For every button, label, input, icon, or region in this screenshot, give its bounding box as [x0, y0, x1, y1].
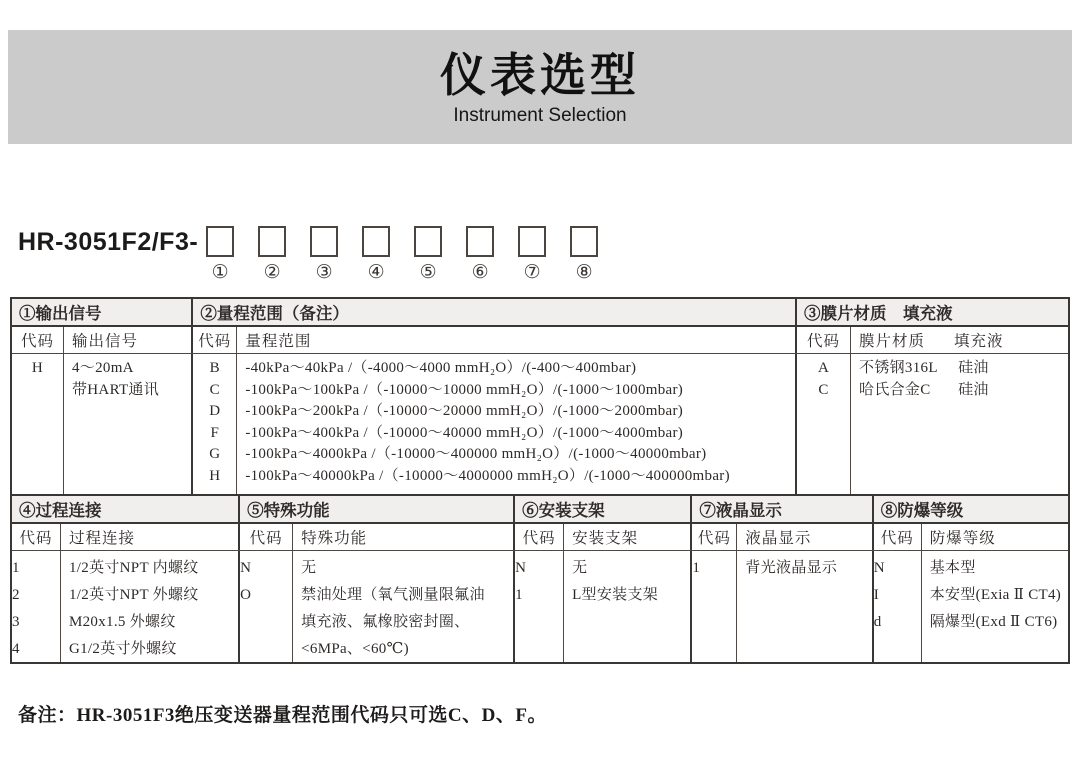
bottom-section-header-row — [12, 496, 1068, 524]
model-prefix: HR-3051F2/F3- — [18, 228, 199, 256]
connection-code: 2 — [12, 587, 20, 603]
range-value: -100kPa～200kPa /（-10000～20000 mmH₂O）/(-1000～2000mbar) — [245, 403, 684, 419]
top-subheader-row — [12, 327, 1068, 354]
range-value: -100kPa～40000kPa /（-10000～4000000 mmH₂O）/(-1000～400000mbar) — [245, 467, 730, 484]
position-number-5: ⑤ — [419, 262, 437, 283]
section-lcd-header: ⑦液晶显示 — [690, 496, 871, 522]
model-code-slot-5 — [414, 226, 442, 284]
explosionproof-code: d — [873, 614, 882, 630]
s3-material-header: 膜片材质 — [859, 333, 926, 350]
range-code: F — [210, 424, 220, 441]
position-number-1: ① — [211, 262, 229, 283]
s3-fill-header: 填充液 — [954, 333, 1004, 350]
model-code-slot-6 — [466, 226, 494, 284]
bracket-cells — [513, 551, 690, 662]
bracket-value: 无 — [572, 560, 588, 576]
s3-code-header: 代码 — [797, 327, 851, 353]
connection-value: 1/2英寸NPT 内螺纹 — [69, 560, 199, 576]
s3-value-header — [851, 327, 1068, 353]
range-value: -100kPa～100kPa /（-10000～10000 mmH₂O）/(-1000～1000mbar) — [245, 381, 684, 398]
special-value: <6MPa、<60℃) — [301, 641, 409, 657]
section-explosionproof-header: ⑧防爆等级 — [872, 496, 1068, 522]
range-code: D — [209, 403, 221, 419]
section-diaphragm-header: ③膜片材质 填充液 — [795, 299, 1068, 325]
s7-code-header: 代码 — [692, 524, 737, 550]
range-code: C — [209, 381, 220, 398]
explosionproof-value: 隔爆型(Exd Ⅱ CT6) — [929, 614, 1058, 630]
code-box-6 — [466, 226, 494, 257]
top-data-row — [12, 354, 1068, 496]
code-box-1 — [206, 226, 234, 257]
diaphragm-cells — [795, 354, 1068, 494]
code-box-5 — [414, 226, 442, 257]
bracket-code: 1 — [515, 587, 523, 603]
model-code-slot-3 — [310, 226, 338, 284]
model-code-slot-1 — [206, 226, 234, 284]
range-code: H — [209, 467, 221, 484]
s7-value-header: 液晶显示 — [745, 530, 812, 547]
bracket-value: L型安装支架 — [572, 587, 659, 603]
s1-code-header: 代码 — [12, 327, 64, 353]
s6-code-header: 代码 — [515, 524, 564, 550]
connection-code: 1 — [12, 560, 20, 576]
range-code: G — [209, 446, 221, 462]
range-value: -40kPa～40kPa /（-4000～4000 mmH₂O）/(-400～400mbar) — [245, 360, 637, 376]
model-code-slot-8 — [570, 226, 598, 284]
bottom-data-row — [12, 551, 1068, 662]
code-box-2 — [258, 226, 286, 257]
explosionproof-code: N — [873, 560, 885, 576]
connection-value: M20x1.5 外螺纹 — [69, 614, 176, 630]
connection-value: 1/2英寸NPT 外螺纹 — [69, 587, 199, 603]
s1-code: H — [31, 360, 44, 376]
s8-value-header: 防爆等级 — [929, 530, 996, 547]
diaphragm-value: 不锈钢316L 硅油 — [859, 360, 989, 376]
range-code: B — [209, 360, 220, 376]
section-special-function-header: ⑤特殊功能 — [238, 496, 513, 522]
position-number-4: ④ — [367, 262, 385, 283]
diaphragm-code: C — [818, 381, 829, 398]
s1-value-line: 带HART通讯 — [72, 381, 160, 398]
connection-code: 4 — [12, 641, 20, 657]
code-box-8 — [570, 226, 598, 257]
lcd-code: 1 — [692, 560, 701, 576]
title-banner — [8, 30, 1072, 144]
diaphragm-value: 哈氏合金C 硅油 — [859, 381, 989, 398]
model-code-row — [18, 226, 622, 284]
diaphragm-code: A — [817, 360, 830, 376]
explosionproof-value: 基本型 — [929, 560, 976, 576]
code-box-7 — [518, 226, 546, 257]
range-cells — [191, 354, 795, 494]
explosionproof-cells — [872, 551, 1068, 662]
special-function-cells — [238, 551, 513, 662]
special-value: 无 — [301, 560, 317, 576]
bottom-subheader-row — [12, 524, 1068, 551]
s1-value-line: 4～20mA — [72, 360, 134, 376]
code-box-4 — [362, 226, 390, 257]
page-title: 仪表选型 — [440, 49, 640, 101]
special-value: 填充液、氟橡胶密封圈、 — [301, 614, 470, 630]
connection-value: G1/2英寸外螺纹 — [69, 641, 177, 657]
process-connection-cells — [12, 551, 238, 662]
lcd-cells — [690, 551, 871, 662]
s2-code-header: 代码 — [193, 327, 237, 353]
model-code-slot-7 — [518, 226, 546, 284]
s6-value-header: 安装支架 — [572, 530, 639, 547]
section-range-header: ②量程范围（备注） — [191, 299, 795, 325]
s4-code-header: 代码 — [12, 524, 61, 550]
position-number-7: ⑦ — [523, 262, 541, 283]
lcd-value: 背光液晶显示 — [745, 560, 838, 576]
page-subtitle: Instrument Selection — [453, 105, 627, 126]
s5-value-header: 特殊功能 — [301, 530, 368, 547]
model-code-slot-4 — [362, 226, 390, 284]
position-number-8: ⑧ — [575, 262, 593, 283]
s8-code-header: 代码 — [874, 524, 922, 550]
top-section-header-row — [12, 299, 1068, 327]
section-process-connection-header: ④过程连接 — [19, 501, 102, 520]
position-number-6: ⑥ — [471, 262, 489, 283]
selection-table — [10, 297, 1070, 664]
range-value: -100kPa～400kPa /（-10000～40000 mmH₂O）/(-1000～4000mbar) — [245, 424, 684, 441]
explosionproof-value: 本安型(Exia Ⅱ CT4) — [929, 587, 1062, 603]
s5-code-header: 代码 — [240, 524, 293, 550]
bracket-code: N — [515, 560, 527, 576]
code-box-3 — [310, 226, 338, 257]
s1-value-header: 输出信号 — [72, 333, 139, 350]
output-signal-cells — [12, 354, 191, 494]
section-bracket-header: ⑥安装支架 — [513, 496, 690, 522]
special-code: N — [240, 560, 252, 576]
s2-value-header: 量程范围 — [245, 333, 312, 350]
special-code: O — [240, 587, 252, 603]
range-value: -100kPa～4000kPa /（-10000～400000 mmH₂O）/(-1000～40000mbar) — [245, 446, 707, 462]
section-output-signal-header: ①输出信号 — [19, 304, 102, 323]
special-value: 禁油处理（氧气测量限氟油 — [301, 587, 485, 603]
position-number-3: ③ — [315, 262, 333, 283]
s4-value-header: 过程连接 — [69, 530, 136, 547]
explosionproof-code: I — [873, 587, 880, 603]
connection-code: 3 — [12, 614, 20, 630]
model-code-slot-2 — [258, 226, 286, 284]
position-number-2: ② — [263, 262, 281, 283]
footer-note: 备注：HR-3051F3绝压变送器量程范围代码只可选C、D、F。 — [18, 705, 547, 726]
